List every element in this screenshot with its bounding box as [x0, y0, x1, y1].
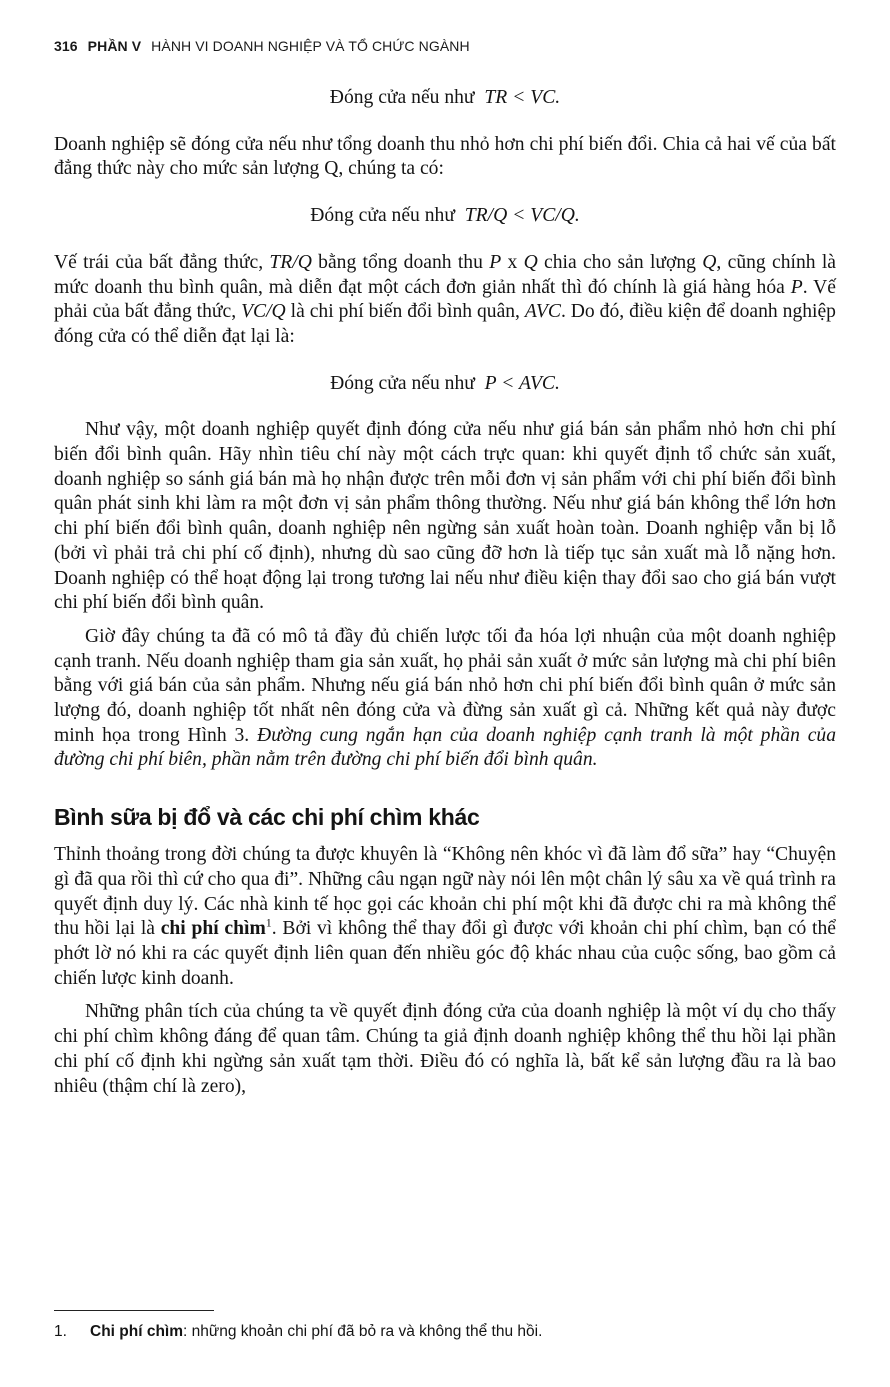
key-term: chi phí chìm: [160, 918, 266, 940]
section-heading: Bình sữa bị đổ và các chi phí chìm khác: [54, 804, 480, 831]
header-title: HÀNH VI DOANH NGHIỆP VÀ TỔ CHỨC NGÀNH: [151, 38, 470, 54]
footnote-term: Chi phí chìm: [90, 1323, 183, 1340]
equation-text: Đóng cửa nếu như: [330, 372, 475, 394]
paragraph: Thỉnh thoảng trong đời chúng ta được khuyên là “Không nên khóc vì đã làm đổ sữa” hay “Chuyện gì đã qua rồi thì cứ cho qua đi”. Những câu ngạn ngữ này nói lên một chân lý sâu xa về quá trình ra quyết định duy lý. Các nhà kinh tế học gọi các khoản chi phí một khi đã được chi ra mà không thể thu hồi lại là chi phí chìm$^1$. Bởi vì không thể thay đổi gì được với khoản chi phí chìm, bạn có thể phớt lờ nó khi ra các quyết định liên quan đến nhiều góc độ khác nhau của cuộc sống, bao gồm cả chiến lược kinh doanh.: [54, 844, 836, 989]
equation-math: P < AVC.: [484, 372, 560, 394]
footnote-divider: [54, 1310, 214, 1311]
equation-shutdown-tr-vc: [54, 86, 836, 111]
part-label: PHẦN V: [87, 38, 142, 54]
footnote-text: : những khoản chi phí đã bỏ ra và không thể thu hồi.: [183, 1323, 543, 1340]
paragraph: Như vậy, một doanh nghiệp quyết định đóng cửa nếu như giá bán sản phẩm nhỏ hơn chi phí biến đổi bình quân. Hãy nhìn tiêu chí này một cách trực quan: khi quyết định tổ chức sản xuất, doanh nghiệp so sánh giá bán mà họ nhận được trên mỗi đơn vị sản phẩm với chi phí biến đổi bình quân phát sinh khi làm ra một đơn vị sản phẩm thông thường. Nếu như giá bán không thể lớn hơn chi phí biến đổi bình quân, doanh nghiệp nên ngừng sản xuất hoàn toàn. Doanh nghiệp vẫn bị lỗ (bởi vì phải trả chi phí cố định), nhưng dù sao cũng đỡ hơn là tiếp tục sản xuất mà lỗ nặng hơn. Doanh nghiệp có thể hoạt động lại trong tương lai nếu như điều kiện thay đổi sao cho giá bán vượt chi phí biến đổi bình quân.: [54, 419, 836, 614]
equation-math: TR/Q < VC/Q.: [464, 205, 580, 227]
paragraph: Những phân tích của chúng ta về quyết định đóng cửa của doanh nghiệp là một ví dụ cho thấy chi phí chìm không đáng để quan tâm. Chúng ta giả định doanh nghiệp không thể thu hồi lại phần chi phí cố định khi ngừng sản xuất tạm thời. Điều đó có nghĩa là, bất kể sản lượng đầu ra là bao nhiêu (thậm chí là zero),: [54, 1001, 836, 1097]
footnote-number: 1.: [54, 1323, 67, 1340]
equation-shutdown-per-unit: [54, 204, 836, 229]
equation-text: Đóng cửa nếu như: [310, 205, 455, 227]
body-text: [54, 86, 836, 1099]
running-header: [54, 38, 470, 54]
emphasis: Đường cung ngắn hạn của doanh nghiệp cạnh tranh là một phần của đường chi phí biên, phần nằm trên đường chi phí biến đổi bình quân.: [54, 724, 836, 771]
equation-text: Đóng cửa nếu như: [329, 87, 475, 108]
footnote-ref[interactable]: 1: [265, 915, 272, 930]
paragraph: Giờ đây chúng ta đã có mô tả đầy đủ chiến lược tối đa hóa lợi nhuận của một doanh nghiệp cạnh tranh. Nếu doanh nghiệp tham gia sản xuất, họ phải sản xuất ở mức sản lượng mà chi phí biên bằng với giá bán của sản phẩm. Nhưng nếu giá bán nhỏ hơn chi phí biến đổi bình quân ở mức sản lượng đó, doanh nghiệp tốt nhất nên đóng cửa và đừng sản xuất gì cả. Những kết quả này được minh họa trong Hình 3. Đường cung ngắn hạn của doanh nghiệp cạnh tranh là một phần của đường chi phí biên, phần nằm trên đường chi phí biến đổi bình quân.: [54, 625, 836, 771]
equation-shutdown-p-avc: [54, 372, 836, 397]
paragraph: Doanh nghiệp sẽ đóng cửa nếu như tổng doanh thu nhỏ hơn chi phí biến đổi. Chia cả hai vế của bất đẳng thức này cho mức sản lượng Q, chúng ta có:: [54, 133, 836, 180]
footnote: [54, 1322, 836, 1342]
paragraph: Vế trái của bất đẳng thức, TR/Q bằng tổng doanh thu P x Q chia cho sản lượng Q, cũng chính là mức doanh thu bình quân, mà diễn đạt một cách đơn giản nhất thì đó chính là giá hàng hóa P. Vế phải của bất đẳng thức, VC/Q là chi phí biến đổi bình quân, AVC. Do đó, điều kiện để doanh nghiệp đóng cửa có thể diễn đạt lại là:: [54, 251, 836, 347]
equation-math: TR < VC.: [484, 87, 561, 108]
page-number: 316: [54, 38, 78, 54]
